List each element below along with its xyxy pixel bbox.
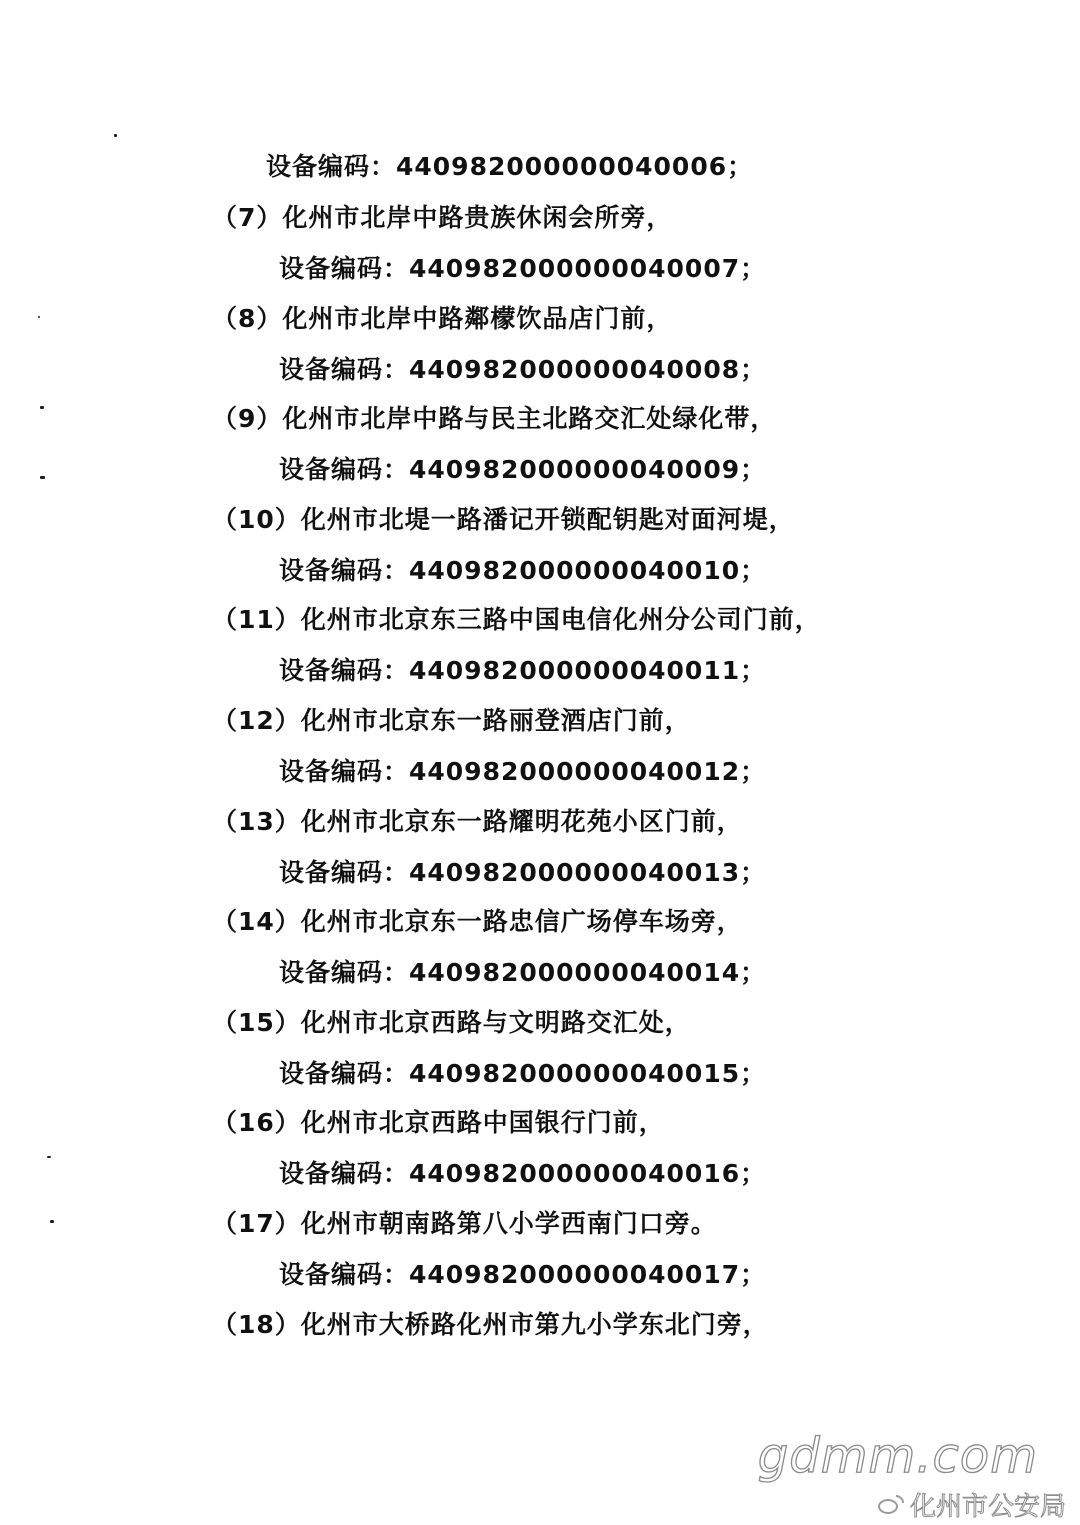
device-code: 设备编码：440982000000040008； bbox=[279, 355, 767, 384]
entry-title: （9）化州市北岸中路与民主北路交汇处绿化带， bbox=[212, 404, 777, 433]
entry-title: （8）化州市北岸中路鄰檬饮品店门前， bbox=[212, 304, 673, 333]
device-code: 设备编码：440982000000040007； bbox=[279, 254, 767, 283]
entry-title: （17）化州市朝南路第八小学西南门口旁。 bbox=[212, 1209, 717, 1238]
scan-dot bbox=[50, 1220, 54, 1223]
entry-title: （12）化州市北京东一路丽登酒店门前， bbox=[212, 706, 691, 735]
scan-dot bbox=[47, 1156, 51, 1158]
device-code: 设备编码：440982000000040012； bbox=[279, 757, 767, 786]
scan-dot bbox=[40, 476, 45, 479]
entry-title: （11）化州市北京东三路中国电信化州分公司门前， bbox=[212, 605, 821, 634]
entry-title: （7）化州市北岸中路贵族休闲会所旁， bbox=[212, 203, 673, 232]
entry-title: （18）化州市大桥路化州市第九小学东北门旁， bbox=[212, 1310, 769, 1339]
device-code: 设备编码：440982000000040016； bbox=[279, 1159, 767, 1188]
device-code: 设备编码：440982000000040010； bbox=[279, 556, 767, 585]
entry-title: （10）化州市北堤一路潘记开锁配钥匙对面河堤， bbox=[212, 505, 795, 534]
scan-dot bbox=[38, 316, 40, 318]
entry-title: （14）化州市北京东一路忠信广场停车场旁， bbox=[212, 907, 743, 936]
weibo-watermark bbox=[878, 1486, 1066, 1523]
device-code: 设备编码：440982000000040017； bbox=[279, 1260, 767, 1289]
device-code: 设备编码：440982000000040011； bbox=[279, 656, 767, 685]
site-watermark: gdmm.com bbox=[757, 1428, 1038, 1484]
device-code: 设备编码：440982000000040014； bbox=[279, 958, 767, 987]
scan-dot bbox=[114, 134, 117, 137]
weibo-icon bbox=[878, 1495, 904, 1515]
scan-dot bbox=[40, 406, 44, 409]
device-code: 设备编码：440982000000040013； bbox=[279, 858, 767, 887]
weibo-account: 化州市公安局 bbox=[909, 1492, 1066, 1522]
device-code: 设备编码：440982000000040006； bbox=[266, 152, 754, 181]
entry-title: （15）化州市北京西路与文明路交汇处， bbox=[212, 1008, 691, 1037]
entry-title: （13）化州市北京东一路耀明花苑小区门前， bbox=[212, 807, 743, 836]
device-code: 设备编码：440982000000040015； bbox=[279, 1059, 767, 1088]
device-code: 设备编码：440982000000040009； bbox=[279, 455, 767, 484]
entry-title: （16）化州市北京西路中国银行门前， bbox=[212, 1108, 665, 1137]
